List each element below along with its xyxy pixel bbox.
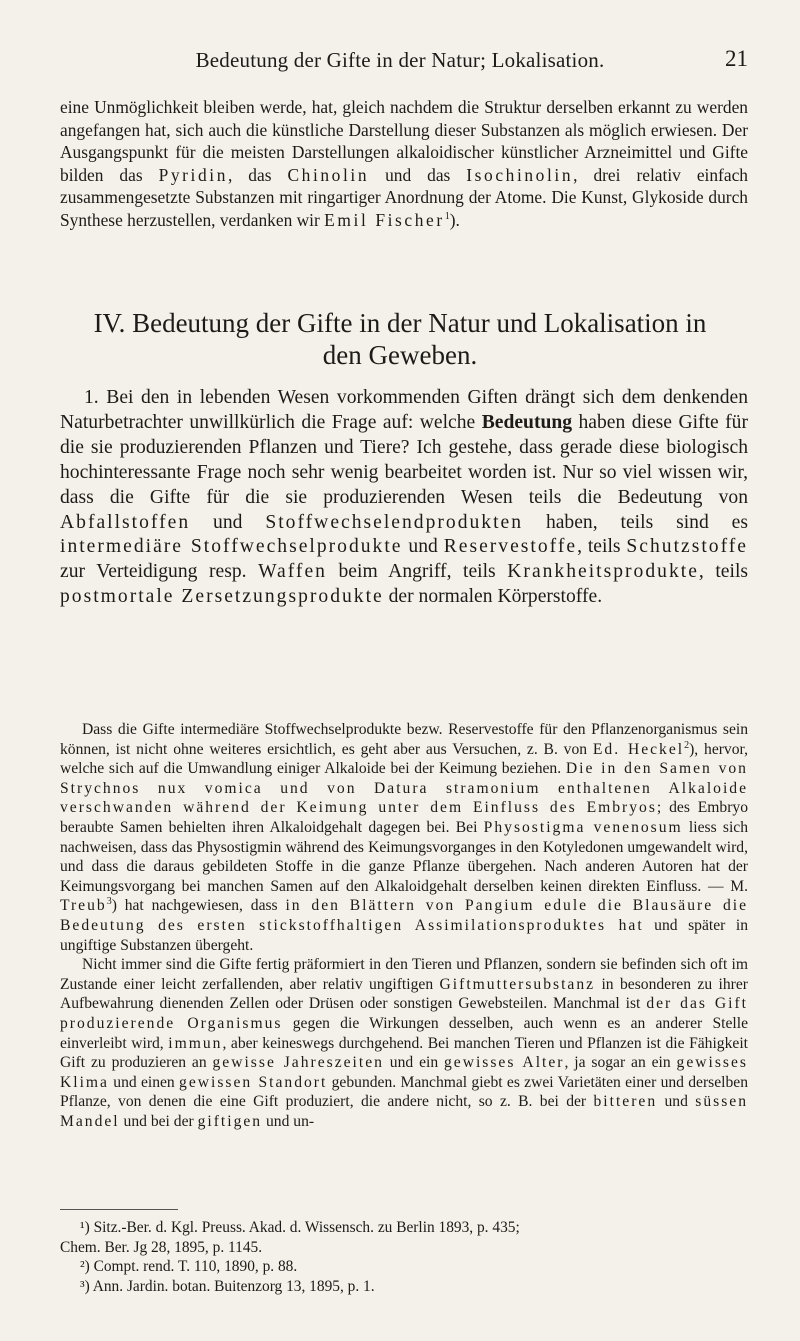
term-physostigma: Physostigma venenosum [483, 818, 683, 836]
term-pyridin: Pyridin [158, 164, 228, 185]
term-klima: gewisses Klima [60, 1054, 748, 1091]
author-treub: Treub [60, 897, 107, 915]
term-immun: immun [168, 1034, 223, 1052]
footnote-divider [60, 1209, 178, 1210]
term-schutzstoffe: Schutzstoffe [626, 536, 748, 558]
lead-text: 1. Bei den in lebenden Wesen vorkommenden Giften drängt sich dem denkenden Naturbetrachter unwillkürlich die Frage auf: welche [60, 387, 748, 433]
body-text: und einen [108, 1073, 180, 1091]
small-print-block [60, 720, 748, 1131]
body-text: ; des Embryo beraubte Samen behielten ihren Alkaloidgehalt dagegen bei. Bei [60, 799, 749, 836]
section-heading-line: den Geweben. [322, 340, 478, 370]
section-heading-line: IV. Bedeutung der Gifte in der Natur und Lokalisation in [93, 308, 707, 338]
emphasis-text: in den Blättern von Pangium edule die Blausäure die Bedeutung des ersten stickstoffhaltigen Assimilationsproduktes hat [60, 897, 749, 934]
lead-text: , teils [577, 536, 627, 558]
term-abfallstoffen: Abfallstoffen [60, 511, 191, 533]
term-giftmuttersubstanz: Giftmuttersubstanz [439, 975, 596, 993]
term-postmortale: postmortale Zersetzungsprodukte [60, 586, 384, 608]
body-text: und [657, 1093, 696, 1111]
footnote-2: ²) Compt. rend. T. 110, 1890, p. 88. [80, 1258, 298, 1276]
lead-text: haben, teils sind es [523, 511, 748, 533]
small-paragraph [60, 955, 748, 1131]
body-text: gegen die Wirkungen desselben, auch wenn es an anderer Stelle einverleibt wird, [60, 1014, 748, 1052]
lead-text: , teils [698, 561, 749, 583]
intro-text: eine Unmöglichkeit bleiben werde, hat, gleich nachdem die Struktur derselben erkannt zu werden angefangen hat, sich auch die künstliche Darstellung dieser Substanzen als möglich erwiesen. Der Ausgangspunkt für die meisten Darstellungen alkaloidischer künstlicher Arzneimittel und Gifte bilden das [60, 97, 748, 185]
term-krankheitsprodukte: Krankheitsprodukte [507, 561, 699, 583]
body-text: Nicht immer sind die Gifte fertig präformiert in den Tieren und Pflanzen, sondern sie befinden sich oft im Zustande einer leicht zerfallenden, aber relativ ungiftigen [60, 956, 748, 993]
footnote-ref: 3 [106, 896, 112, 908]
author-heckel: Ed. Heckel [592, 740, 685, 758]
body-text: , ja sogar an ein [564, 1054, 677, 1072]
emphasis-text: der das Gift produzierende Organismus [60, 995, 748, 1032]
lead-paragraph [60, 386, 748, 610]
body-text: ) hat nachgewiesen, dass [111, 897, 286, 915]
footnote-ref: 2 [684, 739, 690, 751]
intro-text: , das [228, 164, 288, 185]
body-text: und ein [383, 1054, 444, 1072]
footnote-1-cont: Chem. Ber. Jg 28, 1895, p. 1145. [60, 1238, 263, 1256]
intro-text: und das [369, 164, 467, 185]
small-paragraph [60, 720, 748, 955]
footnote-1: ¹) Sitz.-Ber. d. Kgl. Preuss. Akad. d. Wissensch. zu Berlin 1893, p. 435; [80, 1219, 520, 1236]
footnotes [60, 1218, 748, 1296]
lead-text: beim Angriff, teils [326, 561, 508, 583]
lead-text: der normalen Körperstoffe. [383, 586, 603, 608]
body-text: und bei der [119, 1112, 198, 1130]
term-stoffwechselendprodukten: Stoffwechselendprodukten [265, 511, 524, 533]
term-alter: gewisses Alter [443, 1054, 565, 1072]
lead-text: zur Verteidigung resp. [60, 561, 259, 583]
term-chinolin: Chinolin [287, 164, 370, 185]
running-header: Bedeutung der Gifte in der Natur; Lokalisation. [195, 48, 605, 72]
term-bitteren: bitteren [593, 1093, 658, 1111]
term-giftigen: giftigen [197, 1112, 263, 1130]
term-standort: gewissen Standort [179, 1073, 328, 1091]
term-reservestoffe: Reservestoffe [443, 536, 578, 558]
footnote-3: ³) Ann. Jardin. botan. Buitenzorg 13, 1895, p. 1. [80, 1277, 375, 1295]
body-text: gebunden. Manchmal giebt es zwei Varietäten einer und derselben Pflanze, von denen die eine Gift produziert, die andere nicht, so z. B. bei der [60, 1073, 749, 1111]
lead-text: haben diese Gifte für die sie produzierenden Pflanzen und Tiere? Ich gestehe, dass gerade diese biologisch hochinteressante Frage noch sehr wenig bearbeitet worden ist. Nur so viel wissen wir, dass die Gifte für die sie produzierenden Wesen teils die Bedeutung von [60, 411, 748, 508]
term-waffen: Waffen [258, 561, 327, 583]
emphasis-text: Die in den Samen von Strychnos nux vomica und von Datura stramonium enthaltenen Alkaloide verschwanden während der Keimung unter dem Einfluss des Embryos [60, 760, 748, 817]
intro-text: , drei relativ einfach zusammengesetzte Substanzen mit ringartiger Anordnung der Atome. Die Kunst, Glykoside durch Synthese herzustellen, verdanken wir [60, 164, 748, 230]
body-text: liess sich nachweisen, dass das Physostigmin während des Keimungsvorganges in den Kotyledonen umgewandelt wird, und dass die daraus gebildeten Stoffe in die ganze Pflanze übergehen. Nach anderen Autoren hat der Keimungsvorgang bei manchen Samen auf den Alkaloidgehalt derselben keinen direkten Einfluss. — M. [60, 818, 749, 895]
lead-text: und [402, 536, 444, 558]
term-suessen-mandel: süssen Mandel [60, 1093, 748, 1130]
term-intermediaere: intermediäre Stoffwechselprodukte [60, 536, 403, 558]
section-heading [40, 307, 760, 371]
term-isochinolin: Isochinolin [466, 164, 574, 185]
body-text: Dass die Gifte intermediäre Stoffwechselprodukte bezw. Reservestoffe für den Pflanzenorganismus sein können, ist nicht ohne weiteres ersichtlich, es geht aber aus Versuchen, z. B. von [60, 721, 748, 758]
intro-paragraph [60, 96, 748, 232]
intro-text: ). [449, 209, 460, 230]
footnote-ref: 1 [444, 211, 450, 223]
term-jahreszeiten: gewisse Jahreszeiten [212, 1054, 384, 1072]
term-bedeutung: Bedeutung [481, 411, 573, 433]
body-text: und später in ungiftige Substanzen übergeht. [60, 916, 748, 954]
page-number: 21 [725, 46, 748, 71]
body-text: und un- [262, 1112, 315, 1130]
body-text: in besonderen zu ihrer Aufbewahrung dienenden Zellen oder Drüsen oder sonstigen Gewebsteilen. Manchmal ist [60, 975, 748, 1013]
body-text: ), hervor, welche sich auf die Umwandlung einiger Alkaloide bei der Keimung beziehen. [60, 740, 748, 778]
body-text: , aber keineswegs durchgehend. Bei manchen Tieren und Pflanzen ist die Fähigkeit Gift zu produzieren an [60, 1034, 748, 1072]
lead-text: und [190, 511, 266, 533]
author-fischer: Emil Fischer [324, 209, 445, 230]
